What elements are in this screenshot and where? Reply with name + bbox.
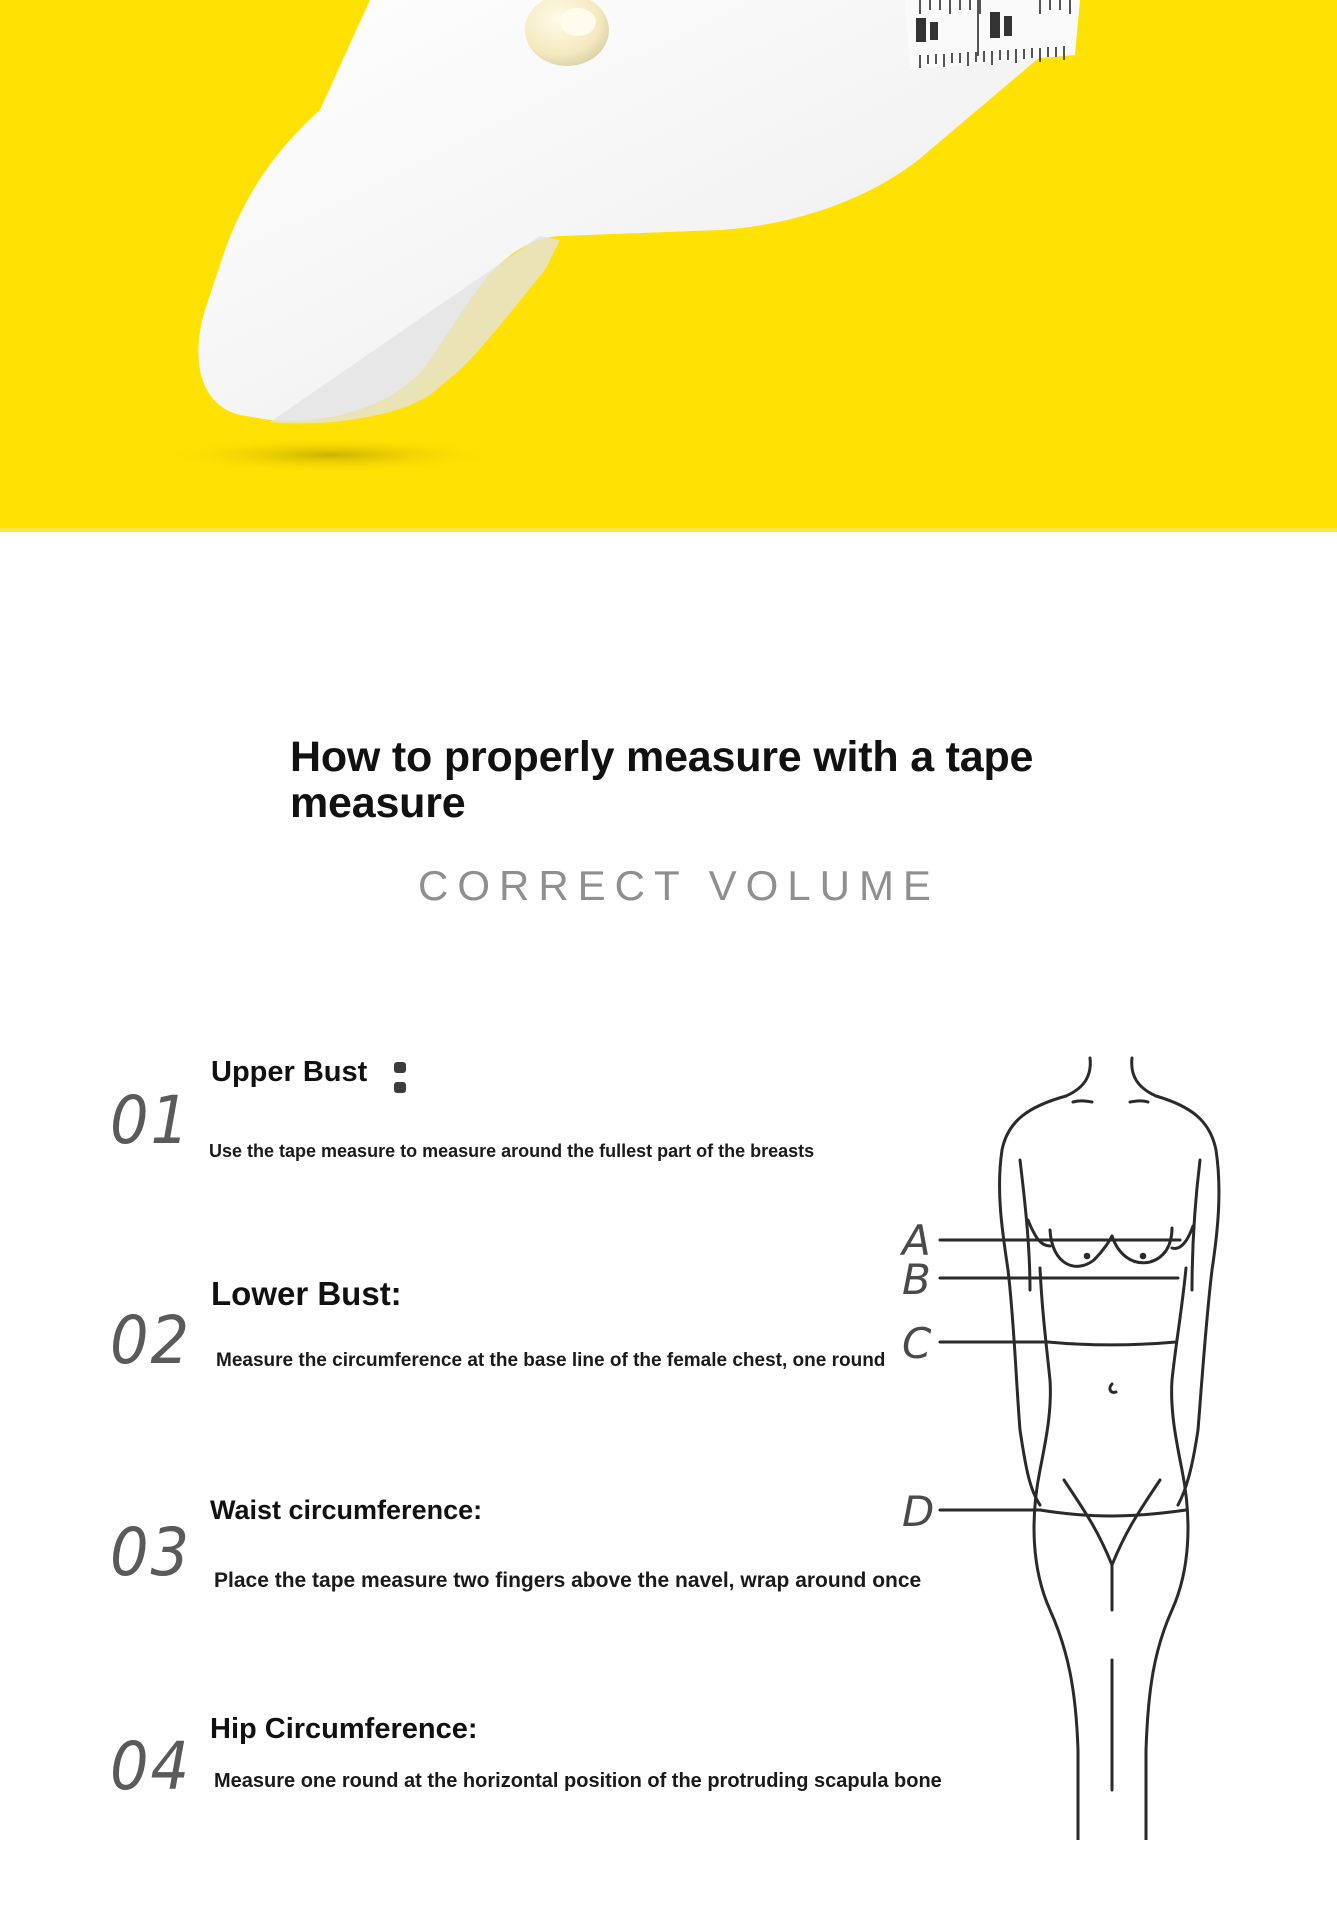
step-heading-lower-bust: Lower Bust: bbox=[211, 1275, 402, 1312]
hero-banner bbox=[0, 0, 1337, 532]
female-body-outline bbox=[880, 1050, 1260, 1840]
label-d: D bbox=[902, 1487, 935, 1536]
step-number-04: 04 bbox=[110, 1728, 191, 1805]
colon-icon bbox=[394, 1062, 406, 1096]
step-number-01: 01 bbox=[110, 1082, 191, 1159]
step-description-hip: Measure one round at the horizontal position of the protruding scapula bone bbox=[214, 1770, 942, 1792]
step-description-waist: Place the tape measure two fingers above the navel, wrap around once bbox=[214, 1569, 922, 1592]
step-description-upper-bust: Use the tape measure to measure around the fullest part of the breasts bbox=[209, 1141, 815, 1161]
page-subtitle: CORRECT VOLUME bbox=[418, 862, 940, 909]
label-a: A bbox=[902, 1216, 931, 1265]
step-number-02: 02 bbox=[110, 1302, 191, 1379]
step-heading-waist: Waist circumference: bbox=[210, 1495, 483, 1525]
step-heading-hip: Hip Circumference: bbox=[210, 1713, 478, 1745]
label-c: C bbox=[902, 1319, 932, 1368]
step-number-03: 03 bbox=[110, 1514, 191, 1591]
step-heading-upper-bust: Upper Bust bbox=[211, 1056, 368, 1088]
body-measurement-figure bbox=[880, 1050, 1260, 1840]
page-title: How to properly measure with a tape measure bbox=[290, 733, 1034, 827]
step-description-lower-bust: Measure the circumference at the base line of the female chest, one round bbox=[216, 1350, 886, 1371]
tape-measure-product-image bbox=[0, 0, 1337, 532]
label-b: B bbox=[902, 1255, 931, 1304]
